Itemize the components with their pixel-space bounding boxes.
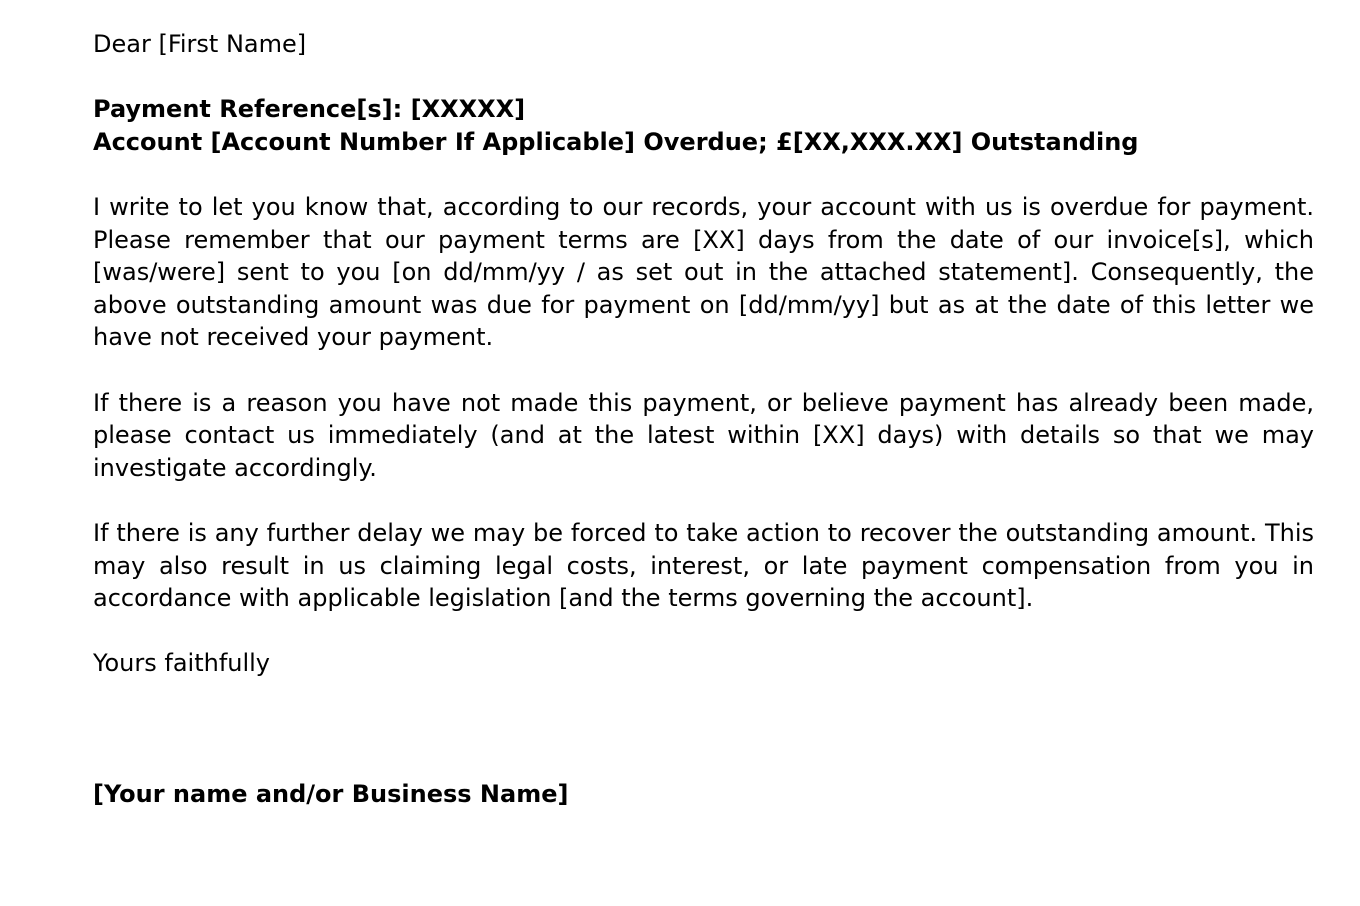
payment-reference-heading: Payment Reference[s]: [XXXXX] [93, 95, 526, 124]
signature: [Your name and/or Business Name] [93, 779, 569, 808]
letter-document [93, 28, 1314, 810]
closing: Yours faithfully [93, 649, 271, 678]
salutation: Dear [First Name] [93, 30, 307, 58]
body-paragraph-overdue-notice: I write to let you know that, according to our records, your account with us is overdue for payment. Please remember that our payment terms are [XX] days from the date of our invoice[s], which [was/were] sent to you [on dd/mm/yy / as set out in the attached statement]. Consequently, the above outstanding amount was due for payment on [dd/mm/yy] but as at the date of this letter we have not received your payment. [93, 192, 1314, 352]
body-paragraph-further-action: If there is any further delay we may be forced to take action to recover the outstanding amount. This may also result in us claiming legal costs, interest, or late payment compensation from you in accordance with applicable legislation [and the terms governing the account]. [93, 518, 1314, 613]
body-paragraph-contact-request: If there is a reason you have not made this payment, or believe payment has already been made, please contact us immediately (and at the latest within [XX] days) with details so that we may investigate accordingly. [93, 388, 1314, 482]
account-overdue-heading: Account [Account Number If Applicable] Overdue; £[XX,XXX.XX] Outstanding [93, 127, 1139, 156]
